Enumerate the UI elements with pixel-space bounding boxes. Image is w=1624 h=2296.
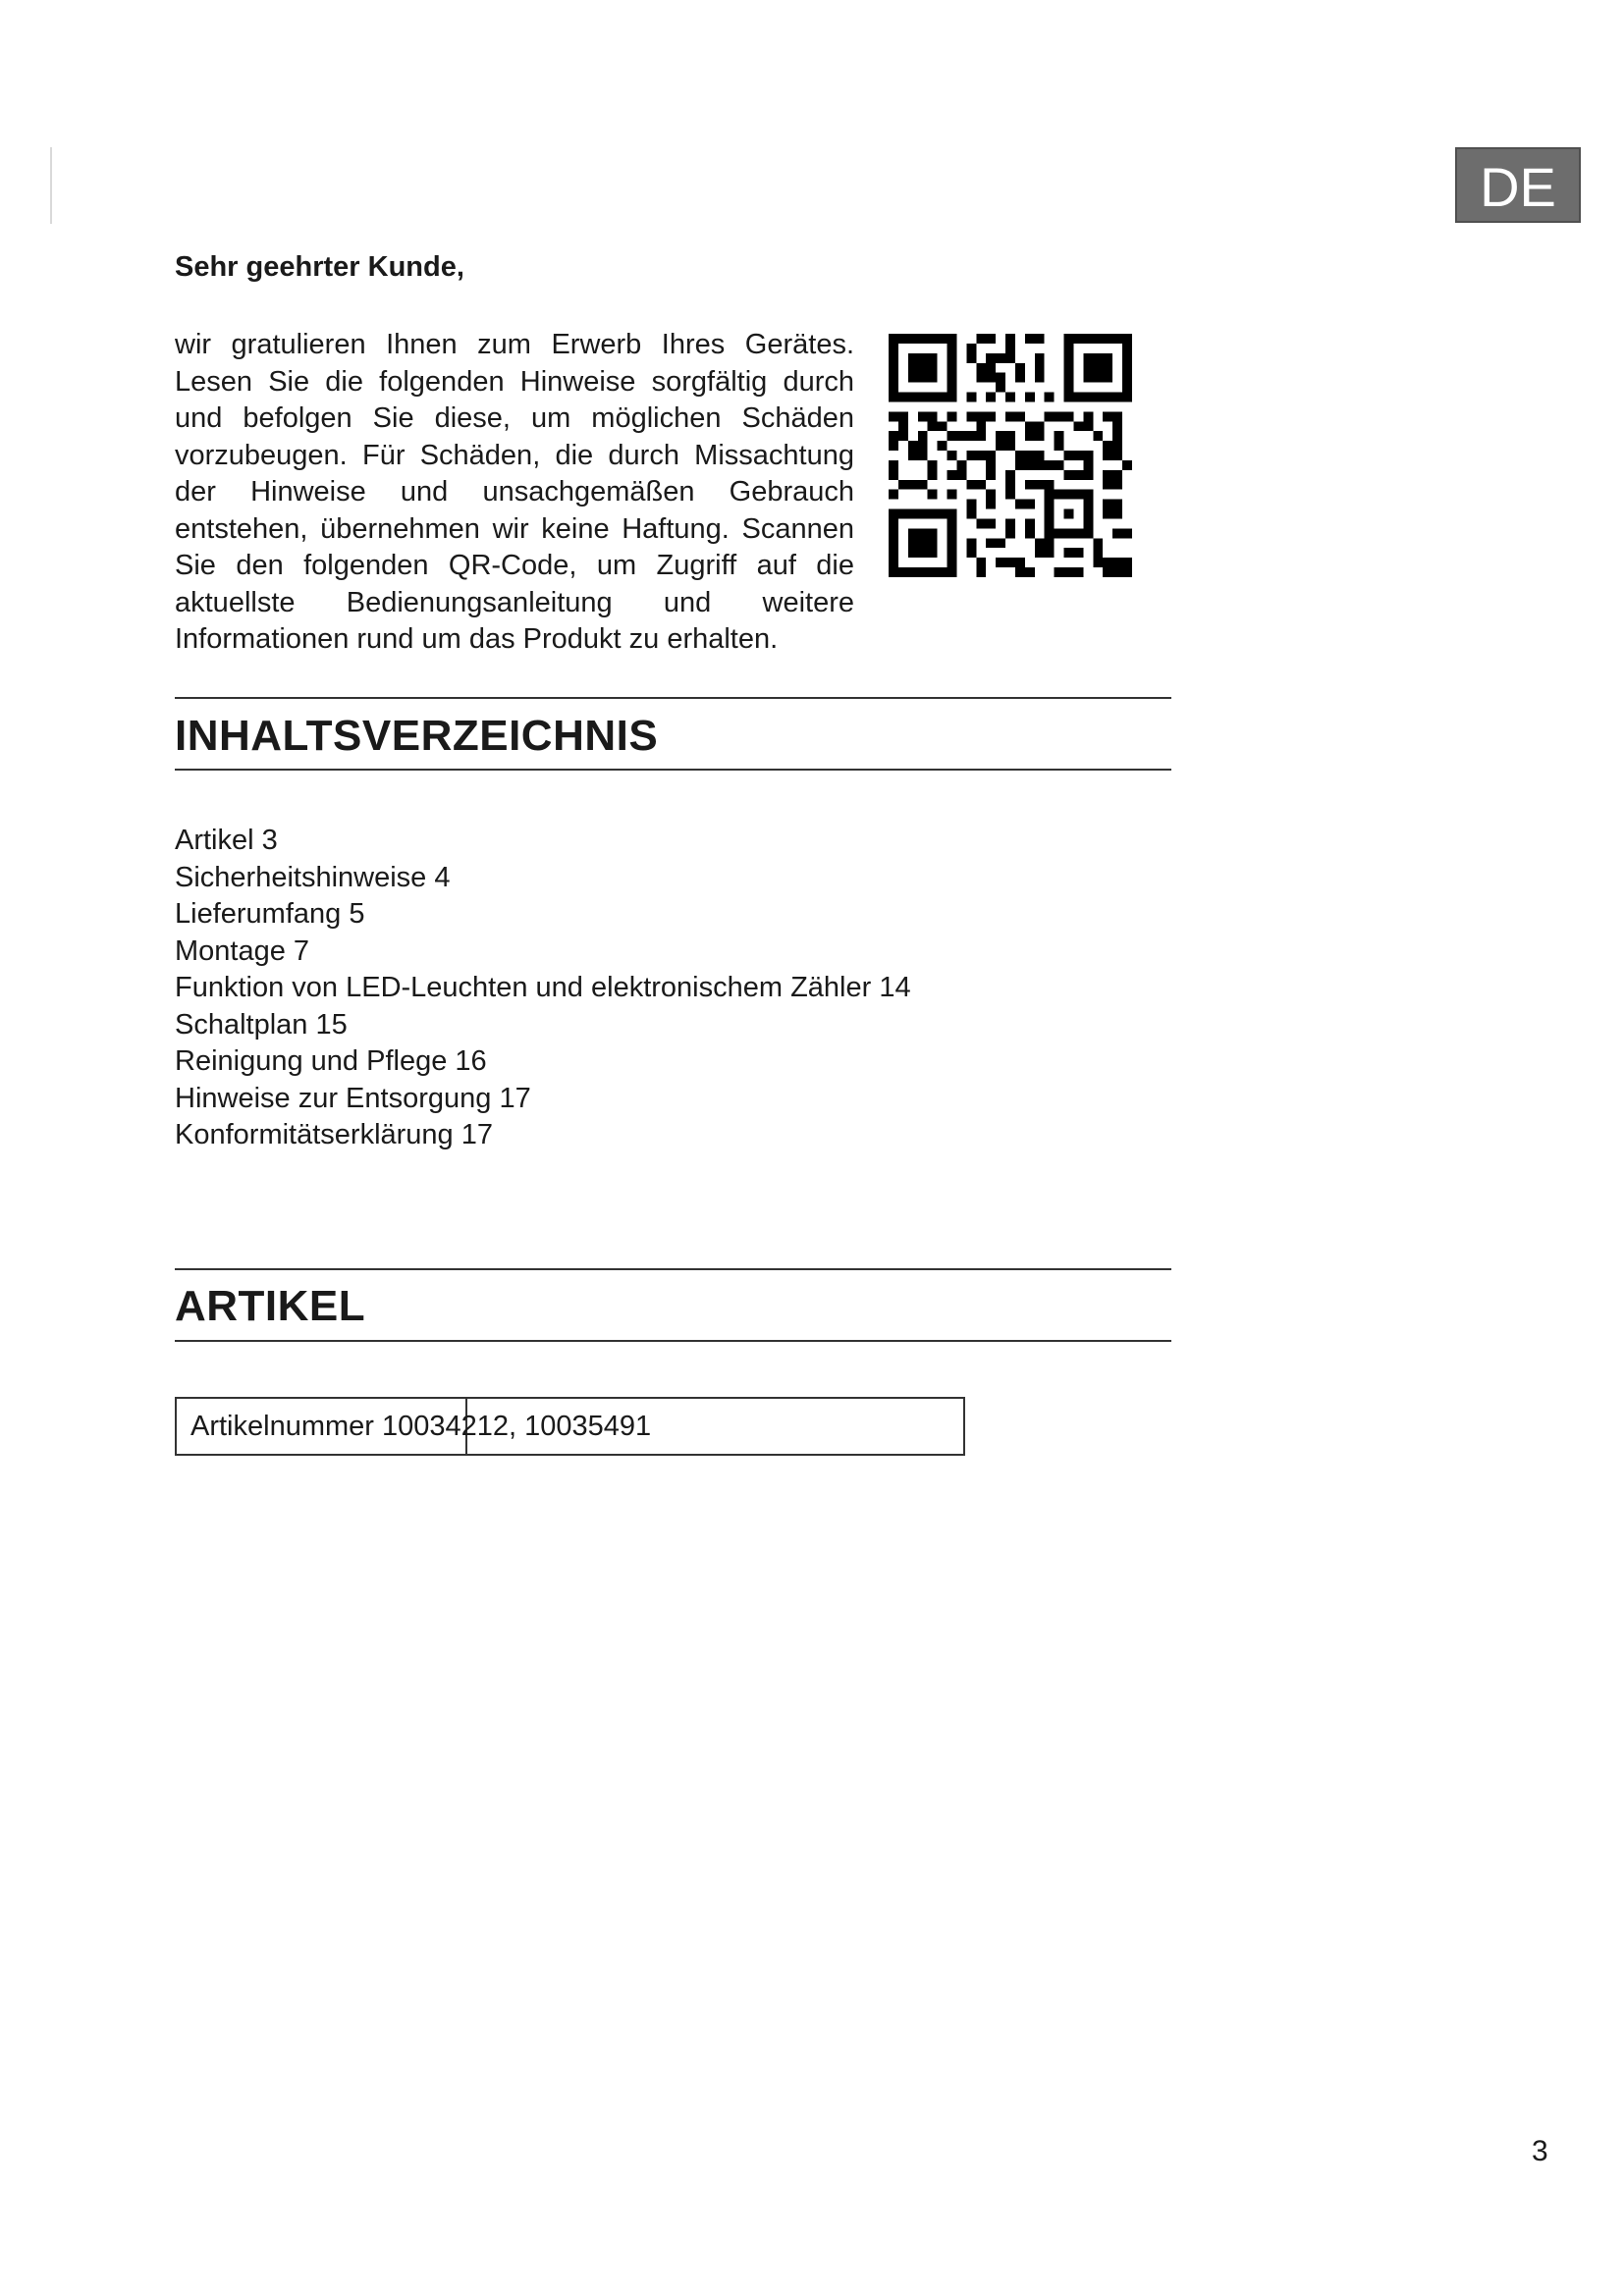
salutation: Sehr geehrter Kunde,	[175, 251, 464, 283]
toc-item[interactable]: Sicherheitshinweise 4	[175, 861, 451, 893]
intro-paragraph: wir gratulieren Ihnen zum Erwerb Ihres Gerätes. Lesen Sie die folgenden Hinweise sorgfältig durch und befolgen Sie diese, um möglichen Schäden vorzubeugen. Für Schäden, die durch Missachtung der Hinweise und unsachgemäßen Gebrauch entstehen, übernehmen wir keine Haftung. Scannen Sie den folgenden QR-Code, um Zugriff auf die aktuellste Bedienungsanleitung und weitere Informationen rund um das Produkt zu erhalten.	[175, 329, 854, 655]
divider-line	[175, 697, 1171, 699]
table-of-contents	[175, 823, 911, 1154]
margin-line	[50, 147, 52, 224]
page-number: 3	[1532, 2135, 1548, 2167]
toc-item[interactable]: Montage 7	[175, 934, 310, 967]
divider-line	[175, 1340, 1171, 1342]
toc-item[interactable]: Lieferumfang 5	[175, 898, 365, 930]
toc-item[interactable]: Funktion von LED-Leuchten und elektronischem Zähler 14	[175, 972, 911, 1003]
toc-item[interactable]: Konformitätserklärung 17	[175, 1119, 493, 1150]
language-badge: DE	[1455, 147, 1581, 223]
qr-code-icon[interactable]	[889, 334, 1132, 577]
article-number: Artikelnummer 10034212, 10035491	[190, 1411, 652, 1442]
artikel-heading: ARTIKEL	[175, 1282, 366, 1330]
divider-line	[175, 769, 1171, 771]
toc-item[interactable]: Hinweise zur Entsorgung 17	[175, 1082, 531, 1114]
toc-item[interactable]: Artikel 3	[175, 825, 278, 856]
toc-item[interactable]: Reinigung und Pflege 16	[175, 1045, 487, 1077]
article-number-box	[175, 1397, 965, 1456]
toc-heading: INHALTSVERZEICHNIS	[175, 712, 659, 760]
divider-line	[175, 1268, 1171, 1270]
toc-item[interactable]: Schaltplan 15	[175, 1008, 348, 1041]
